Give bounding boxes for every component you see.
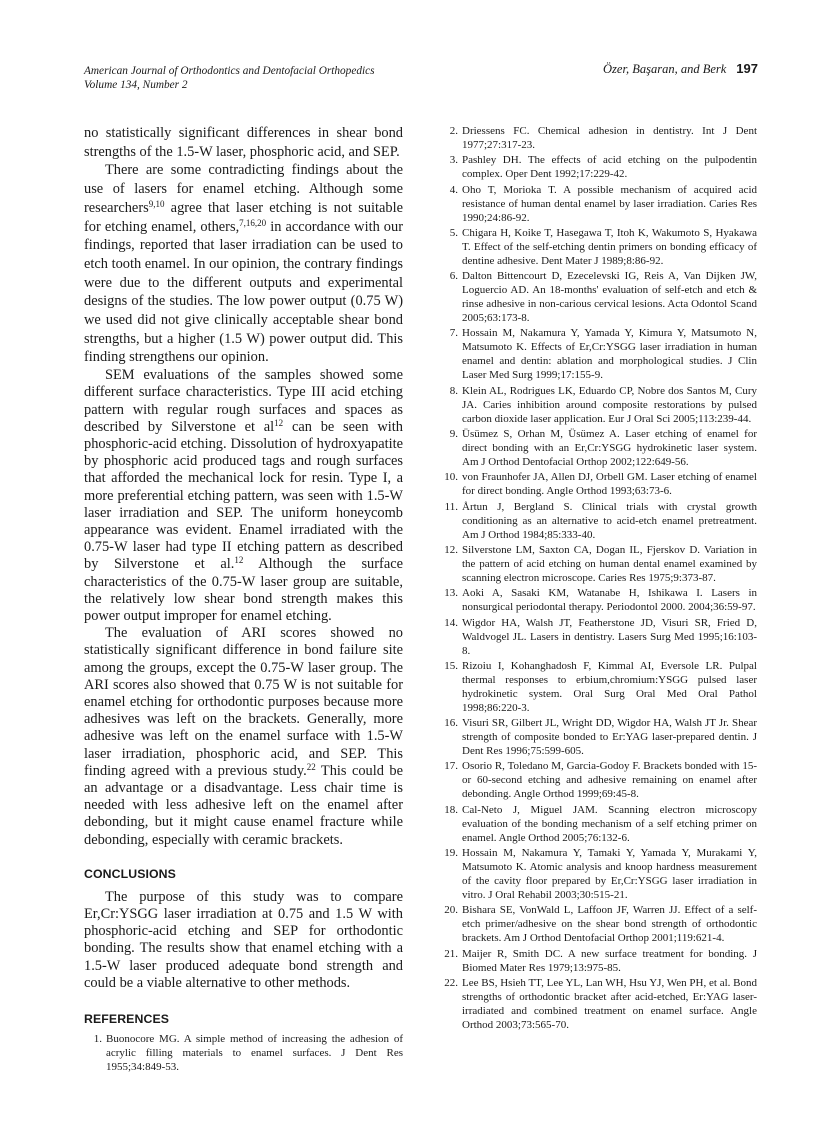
reference-number: 20. [444, 904, 458, 917]
reference-item [440, 976, 757, 1032]
reference-item [440, 470, 757, 498]
reference-text: Visuri SR, Gilbert JL, Wright DD, Wigdor HA, Walsh JT Jr. Shear strength of composite bonded to Er:YAG laser-prepared dentin. J Dent Res 1996;75:599-605. [462, 717, 757, 758]
paragraph-text: no statistically significant differences in shear bond strengths of the 1.5-W laser, phosphoric acid, and SEP. [84, 125, 403, 160]
author-names: Özer, Başaran, and Berk [603, 62, 727, 76]
reference-item [440, 803, 757, 845]
reference-text: Wigdor HA, Walsh JT, Featherstone JD, Visuri SR, Fried D, Waldvogel JL. Lasers in dentistry. Lasers Surg Med 1995;16:103-8. [462, 616, 757, 657]
running-header [84, 64, 375, 92]
reference-number: 21. [444, 947, 458, 960]
reference-text: Driessens FC. Chemical adhesion in dentistry. Int J Dent 1977;27:317-23. [462, 125, 757, 151]
citation-superscript: 12 [274, 417, 284, 428]
reference-text: Aoki A, Sasaki KM, Watanabe H, Ishikawa I. Lasers in nonsurgical periodontal therapy. Periodontol 2000. 2004;36:59-97. [462, 587, 757, 614]
left-column [84, 124, 403, 1075]
reference-item [440, 659, 757, 715]
reference-text: Maijer R, Smith DC. A new surface treatment for bonding. J Biomed Mater Res 1979;13:975-85. [462, 947, 757, 974]
reference-text: Hossain M, Nakamura Y, Yamada Y, Kimura Y, Matsumoto N, Matsumoto K. Effects of Er,Cr:YSGG laser irradiation in human enamel and dentin: ablation and morphological studies. J Clin Laser Med Surg 1999;17:155-9. [462, 327, 757, 382]
reference-number: 8. [449, 384, 458, 397]
journal-title: American Journal of Orthodontics and Dentofacial Orthopedics [84, 65, 375, 77]
reference-item [440, 616, 757, 658]
reference-text: Oho T, Morioka T. A possible mechanism of acquired acid resistance of human dental enamel by laser irradiation. Caries Res 1990;24:86-92. [462, 183, 757, 224]
reference-text: Klein AL, Rodrigues LK, Eduardo CP, Nobre dos Santos M, Cury JA. Caries inhibition around composite restorations by pulsed carbon dioxide laser application. Eur J Oral Sci 2005;113:239-44. [462, 384, 757, 425]
reference-number: 11. [444, 500, 458, 513]
reference-number: 5. [449, 226, 458, 239]
paragraph-text: in accordance with our findings, reported that laser irradiation can be used to etch tooth enamel. In our opinion, the contrary findings were due to the different outputs and experimental designs of the studies. The low power output (0.75 W) we used did not give clinically acceptable shear bond strengths, but a higher (1.5 W) power output did. This finding strengthens our opinion. [84, 218, 403, 366]
reference-number: 1. [93, 1033, 102, 1046]
reference-number: 4. [449, 183, 458, 196]
discussion-section [84, 124, 403, 849]
reference-item [440, 124, 757, 152]
reference-number: 14. [444, 616, 458, 629]
paragraph-text: There are some contradicting findings about the use of lasers for enamel etching. Although some researchers [84, 162, 403, 216]
reference-text: Bishara SE, VonWald L, Laffoon JF, Warren JJ. Effect of a self-etch primer/adhesive on the shear bond strength of orthodontic brackets. Am J Orthod Dentofacial Orthop 2001;119:621-4. [462, 904, 757, 945]
references-heading: REFERENCES [84, 1012, 170, 1027]
right-column [440, 124, 757, 1033]
reference-text: Pashley DH. The effects of acid etching on the pulpodentin complex. Oper Dent 1992;17:229-42. [462, 154, 757, 181]
reference-item [440, 384, 757, 426]
reference-text: Cal-Neto J, Miguel JAM. Scanning electron microscopy evaluation of the bonding mechanism of a self etching primer on enamel. Angle Orthod 2005;76:132-6. [462, 803, 757, 844]
reference-text: Hossain M, Nakamura Y, Tamaki Y, Yamada Y, Murakami Y, Matsumoto K. Atomic analysis and knoop hardness measurement of the cavity floor prepared by Er,Cr:YSGG laser irradiation in vitro. J Oral Rehabil 2003;30:515-21. [462, 847, 757, 902]
reference-number: 9. [449, 428, 458, 441]
reference-item [440, 183, 757, 225]
reference-text: Rizoiu I, Kohanghadosh F, Kimmal AI, Eversole LR. Pulpal thermal responses to erbium,chromium:YSGG pulsed laser hydrokinetic system. Oral Surg Oral Med Oral Pathol 1998;86:220-3. [462, 659, 757, 714]
reference-item [440, 226, 757, 268]
reference-number: 22. [444, 976, 458, 989]
body-paragraph [84, 124, 403, 161]
reference-item [440, 947, 757, 975]
reference-number: 10. [444, 471, 458, 484]
reference-number: 15. [444, 659, 458, 672]
reference-text: Lee BS, Hsieh TT, Lee YL, Lan WH, Hsu YJ, Wen PH, et al. Bond strengths of orthodontic bracket after acid-etched, Er:YAG laser-irradiated and combined treatment on enamel surface. Angle Orthod 2003;73:565-70. [462, 976, 757, 1031]
reference-number: 12. [444, 543, 458, 556]
reference-list-left [84, 1032, 403, 1074]
reference-text: Buonocore MG. A simple method of increasing the adhesion of acrylic filling materials to enamel surfaces. J Dent Res 1955;34:849-53. [106, 1033, 403, 1074]
citation-superscript: 7,16,20 [239, 217, 267, 228]
paragraph-text: SEM evaluations of the samples showed some different surface characteristics. Type III acid etching pattern with regular rough surfaces and spaces as described by Silverstone et al [84, 367, 403, 435]
reference-number: 16. [444, 717, 458, 730]
body-paragraph [84, 625, 403, 849]
citation-superscript: 22 [306, 761, 316, 772]
reference-text: Osorio R, Toledano M, Garcia-Godoy F. Brackets bonded with 15- or 60-second etching and adhesive remaining on enamel after debonding. Angle Orthod 1999;69:45-8. [462, 760, 757, 801]
reference-number: 6. [449, 270, 458, 283]
reference-number: 13. [444, 587, 458, 600]
paragraph-text: Although the surface characteristics of the 0.75-W laser group are suitable, the relatively low shear bond strength makes this power output improper for enamel etching. [84, 556, 403, 624]
reference-number: 17. [444, 760, 458, 773]
conclusions-paragraph: The purpose of this study was to compare Er,Cr:YSGG laser irradiation at 0.75 and 1.5 W with phosphoric-acid etching and SEP for orthodontic bonding. The results show that enamel etching with a 1.5-W laser produced adequate bond strength and could be a viable alternative to other methods. [84, 888, 403, 991]
paragraph-text: The evaluation of ARI scores showed no statistically significant difference in bond failure site among the groups, except the 0.75-W laser group. The ARI scores also showed that 0.75 W is not suitable for enamel etching for orthodontic purposes because more adhesives was left on the brackets. Generally, more adhesive was left on the enamel surface with 1.5-W laser irradiation, phosphoric acid, and SEP. This finding agreed with a previous study. [84, 625, 403, 779]
reference-number: 3. [449, 154, 458, 167]
reference-list-right [440, 124, 757, 1032]
body-paragraph [84, 367, 403, 625]
running-header-right [603, 62, 758, 76]
reference-text: Üsümez S, Orhan M, Üsümez A. Laser etching of enamel for direct bonding with an Er,Cr:YSGG hydrokinetic laser system. Am J Orthod Dentofacial Orthop 2002;122:649-56. [462, 428, 757, 469]
body-paragraph [84, 161, 403, 367]
reference-item [440, 846, 757, 902]
conclusions-heading: CONCLUSIONS [84, 866, 176, 881]
reference-text: Chigara H, Koike T, Hasegawa T, Itoh K, Wakumoto S, Hyakawa T. Effect of the self-etching dentin primers on bonding efficacy of dentine adhesive. Dent Mater J 1989;8:86-92. [462, 226, 757, 267]
journal-volume: Volume 134, Number 2 [84, 79, 188, 91]
page-number: 197 [736, 61, 758, 76]
reference-number: 18. [444, 803, 458, 816]
paragraph-text: This could be an advantage or a disadvantage. Less chair time is needed with less adhesive left on the enamel after debonding, but it might cause enamel fracture while debonding, especially with ceramic brackets. [84, 762, 404, 848]
reference-number: 19. [444, 847, 458, 860]
reference-text: Dalton Bittencourt D, Ezecelevski IG, Reis A, Van Dijken JW, Loguercio AD. An 18-months' evaluation of self-etch and etch & rinse adhesive in non-carious cervical lesions. Acta Odontol Scand 2005;63:173-8. [462, 270, 757, 325]
reference-item [440, 500, 757, 542]
reference-text: von Fraunhofer JA, Allen DJ, Orbell GM. Laser etching of enamel for direct bonding. Angle Orthod 1993;63:73-6. [462, 471, 757, 498]
citation-superscript: 9,10 [148, 198, 165, 209]
reference-item [440, 269, 757, 325]
reference-text: Silverstone LM, Saxton CA, Dogan IL, Fjerskov D. Variation in the pattern of acid etching on human dental enamel examined by scanning electron microscope. Caries Res 1975;9:373-87. [462, 543, 757, 584]
reference-item [440, 326, 757, 382]
paragraph-text: can be seen with phosphoric-acid etching. Dissolution of hydroxyapatite by phosphoric acid produced tags and rough surfaces that afforded the mechanical lock for resin. Type I, a more preferential etching pattern, was seen with 1.5-W laser irradiation and SEP. The uniform honeycomb appearance was evident. Enamel irradiated with the 0.75-W laser had type II etching pattern as described by Silverstone et al. [84, 418, 403, 573]
reference-text: Årtun J, Bergland S. Clinical trials with crystal growth conditioning as an alternative to acid-etch enamel pretreatment. Am J Orthod 1984;85:333-40. [462, 500, 757, 541]
reference-item [440, 903, 757, 945]
reference-item [440, 427, 757, 469]
paragraph-text: agree that laser etching is not suitable for etching enamel, others, [84, 199, 403, 235]
reference-item [440, 759, 757, 801]
reference-number: 7. [449, 327, 458, 340]
reference-item [440, 716, 757, 758]
reference-item [440, 543, 757, 585]
citation-superscript: 12 [234, 555, 244, 566]
reference-item [440, 586, 757, 614]
reference-item [84, 1032, 403, 1074]
reference-number: 2. [449, 125, 458, 137]
reference-item [440, 153, 757, 181]
